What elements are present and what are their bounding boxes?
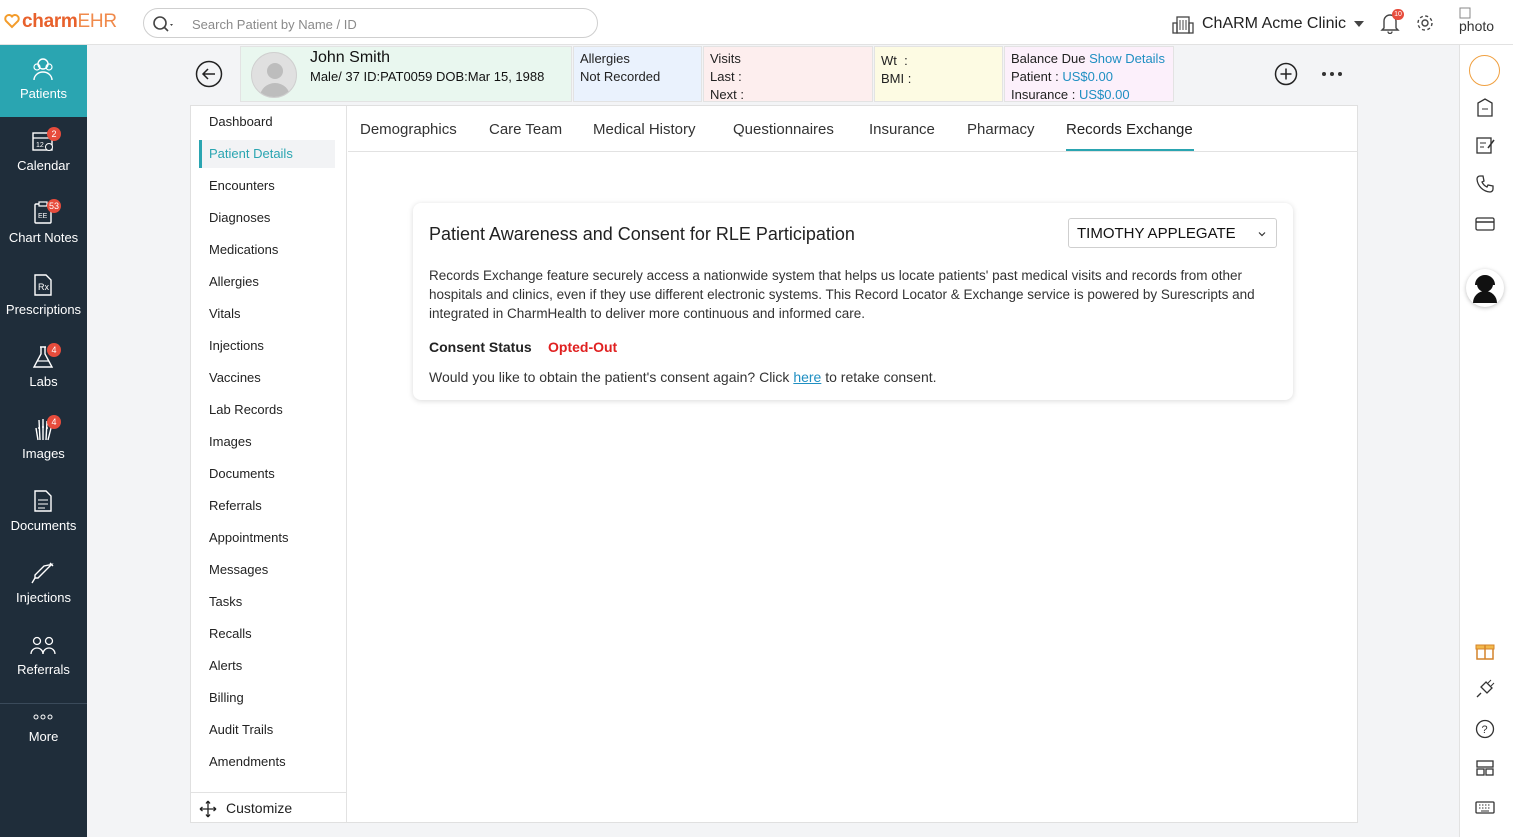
nav-calendar[interactable] (0, 117, 87, 189)
nav-label: Injections (16, 590, 71, 605)
retake-suffix: to retake consent. (825, 369, 937, 385)
tab-insurance[interactable]: Insurance (869, 121, 935, 138)
visits-label: Visits (710, 51, 741, 66)
nav-badge: 4 (47, 415, 61, 429)
nav-labs[interactable] (0, 333, 87, 405)
patient-details-panel (190, 105, 1358, 823)
nav-divider (0, 703, 87, 704)
move-arrows-icon (199, 800, 217, 818)
tab-records-exchange[interactable]: Records Exchange (1066, 121, 1193, 138)
consent-title: Patient Awareness and Consent for RLE Participation (429, 224, 855, 244)
more-horizontal-icon[interactable] (1320, 64, 1344, 84)
balance-card (1004, 46, 1174, 102)
patient-tabs (348, 106, 1358, 152)
retake-consent-link[interactable]: here (793, 369, 822, 385)
insurance-balance-value[interactable]: US$0.00 (1078, 87, 1130, 102)
bmi-label: BMI : (881, 71, 912, 86)
patients-icon (30, 56, 56, 82)
assistant-avatar-icon[interactable] (1466, 269, 1504, 307)
patient-submenu (191, 106, 347, 822)
documents-icon (30, 488, 56, 514)
add-circle-icon[interactable] (1274, 62, 1298, 86)
nav-badge: 2 (47, 127, 61, 141)
notification-badge: 10 (1392, 9, 1404, 20)
submenu-images[interactable]: Images (209, 434, 252, 449)
submenu-documents[interactable]: Documents (209, 466, 275, 481)
nav-label: Patients (20, 86, 67, 101)
allergies-label: Allergies (580, 51, 630, 66)
left-nav (0, 45, 87, 837)
submenu-lab-records[interactable]: Lab Records (209, 402, 283, 417)
submenu-referrals[interactable]: Referrals (209, 498, 262, 513)
balance-label: Balance Due (1011, 51, 1086, 66)
submenu-messages[interactable]: Messages (209, 562, 269, 577)
gift-icon[interactable] (1474, 639, 1496, 661)
right-rail (1459, 45, 1513, 837)
svg-text:EE: EE (38, 213, 48, 220)
nav-patients[interactable] (0, 45, 87, 117)
nav-label: Prescriptions (5, 302, 82, 317)
allergies-value: Not Recorded (580, 69, 661, 84)
insurance-balance-label: Insurance : (1011, 87, 1076, 102)
consent-status-label: Consent Status (429, 339, 532, 355)
visits-next: Next : (710, 87, 744, 102)
tab-pharmacy[interactable]: Pharmacy (967, 121, 1035, 138)
keyboard-icon[interactable] (1474, 796, 1496, 818)
nav-injections[interactable] (0, 549, 87, 621)
patient-balance-value[interactable]: US$0.00 (1062, 69, 1113, 84)
caret-down-icon (1354, 21, 1364, 27)
top-bar (0, 0, 1513, 45)
consent-status-value: Opted-Out (548, 339, 618, 355)
submenu-recalls[interactable]: Recalls (209, 626, 252, 641)
submenu-vitals[interactable]: Vitals (209, 306, 241, 321)
weight-label: Wt : (881, 53, 908, 68)
submenu-encounters[interactable]: Encounters (209, 178, 275, 193)
credit-card-icon[interactable] (1474, 213, 1496, 235)
retake-consent-text (429, 369, 937, 385)
nav-more[interactable] (0, 705, 87, 777)
logo-suffix-text: EHR (77, 11, 117, 32)
nav-documents[interactable] (0, 477, 87, 549)
clinic-selector[interactable] (1172, 12, 1364, 36)
submenu-amendments[interactable]: Amendments (209, 754, 286, 769)
submenu-alerts[interactable]: Alerts (209, 658, 243, 673)
active-tab-indicator (1066, 149, 1194, 151)
provider-select[interactable] (1068, 218, 1277, 248)
back-arrow-icon[interactable] (195, 60, 223, 88)
patient-balance-label: Patient : (1011, 69, 1059, 84)
nav-label: More (28, 729, 59, 744)
customize-button[interactable] (191, 792, 347, 822)
patient-avatar (251, 52, 297, 98)
status-circle-icon[interactable] (1469, 55, 1500, 86)
submenu-tasks[interactable]: Tasks (209, 594, 243, 609)
phone-icon[interactable] (1474, 173, 1496, 195)
chevron-down-icon (1258, 230, 1266, 238)
submenu-diagnoses[interactable]: Diagnoses (209, 210, 271, 225)
allergies-card[interactable] (573, 46, 702, 102)
scale-icon[interactable] (1474, 96, 1496, 118)
clinic-name: ChARM Acme Clinic (1202, 15, 1347, 32)
submenu-audit-trails[interactable]: Audit Trails (209, 722, 274, 737)
consent-description: Records Exchange feature securely access a nationwide system that helps us locate patients' past medical visits and records from other hospitals and clinics, even if they use different electronic systems. This Record Locator & Exchange service is powered by Surescripts and integrated in CharmHealth to deliver more continuous and informed care. (429, 268, 1255, 321)
patient-demographics: Male/ 37 ID:PAT0059 DOB:Mar 15, 1988 (310, 69, 545, 84)
gear-icon[interactable] (1415, 13, 1435, 33)
nav-label: Calendar (17, 158, 70, 173)
show-details-link[interactable]: Show Details (1089, 51, 1165, 66)
customize-label: Customize (226, 800, 293, 816)
prescriptions-icon (30, 272, 56, 298)
nav-label: Chart Notes (8, 230, 79, 245)
patient-identity-card[interactable] (240, 46, 572, 102)
search-icon[interactable] (152, 15, 176, 33)
svg-text:12: 12 (36, 142, 44, 149)
submenu-patient-details[interactable]: Patient Details (199, 140, 335, 168)
building-icon (1172, 14, 1194, 34)
nav-label: Documents (10, 518, 77, 533)
patient-name: John Smith (310, 49, 391, 66)
tab-demographics[interactable]: Demographics (360, 121, 457, 138)
referrals-icon (30, 632, 56, 658)
submenu-vaccines[interactable]: Vaccines (209, 370, 261, 385)
heart-logo-icon (4, 13, 20, 29)
logo-main-text: charm (22, 11, 78, 32)
nav-prescriptions[interactable] (0, 261, 87, 333)
checklist-edit-icon[interactable] (1474, 134, 1496, 156)
submenu-appointments[interactable]: Appointments (209, 530, 289, 545)
nav-badge: 53 (49, 201, 60, 211)
person-placeholder-icon (252, 53, 297, 98)
visits-card[interactable] (703, 46, 873, 102)
help-icon[interactable] (1474, 718, 1496, 740)
svg-text:?: ? (1481, 724, 1488, 736)
nav-referrals[interactable] (0, 621, 87, 693)
svg-text:Rx: Rx (38, 282, 49, 292)
patient-search (143, 8, 598, 38)
consent-card (413, 203, 1293, 400)
submenu-dashboard[interactable]: Dashboard (209, 114, 273, 129)
tab-care-team[interactable]: Care Team (489, 121, 563, 138)
nav-images[interactable] (0, 405, 87, 477)
nav-badge: 4 (47, 343, 61, 357)
submenu-injections[interactable]: Injections (209, 338, 264, 353)
submenu-medications[interactable]: Medications (209, 242, 279, 257)
search-input[interactable] (192, 15, 582, 33)
submenu-allergies[interactable]: Allergies (209, 274, 259, 289)
submenu-billing[interactable]: Billing (209, 690, 244, 705)
provider-selected-value: TIMOTHY APPLEGATE (1077, 225, 1236, 242)
nav-chart-notes[interactable] (0, 189, 87, 261)
tab-questionnaires[interactable]: Questionnaires (733, 121, 834, 138)
notifications-button[interactable] (1380, 12, 1400, 34)
nav-label: Labs (29, 374, 58, 389)
nav-label: Referrals (17, 662, 70, 677)
plug-icon[interactable] (1474, 678, 1496, 700)
photo-alt-text: photo (1459, 18, 1495, 34)
layout-icon[interactable] (1474, 757, 1496, 779)
user-photo[interactable] (1459, 6, 1495, 38)
syringe-icon (30, 560, 56, 586)
visits-last: Last : (710, 69, 742, 84)
app-logo[interactable] (4, 11, 117, 33)
nav-label: Images (22, 446, 65, 461)
retake-prefix: Would you like to obtain the patient's consent again? Click (429, 369, 790, 385)
tab-medical-history[interactable]: Medical History (593, 121, 696, 138)
vitals-card[interactable] (874, 46, 1003, 102)
